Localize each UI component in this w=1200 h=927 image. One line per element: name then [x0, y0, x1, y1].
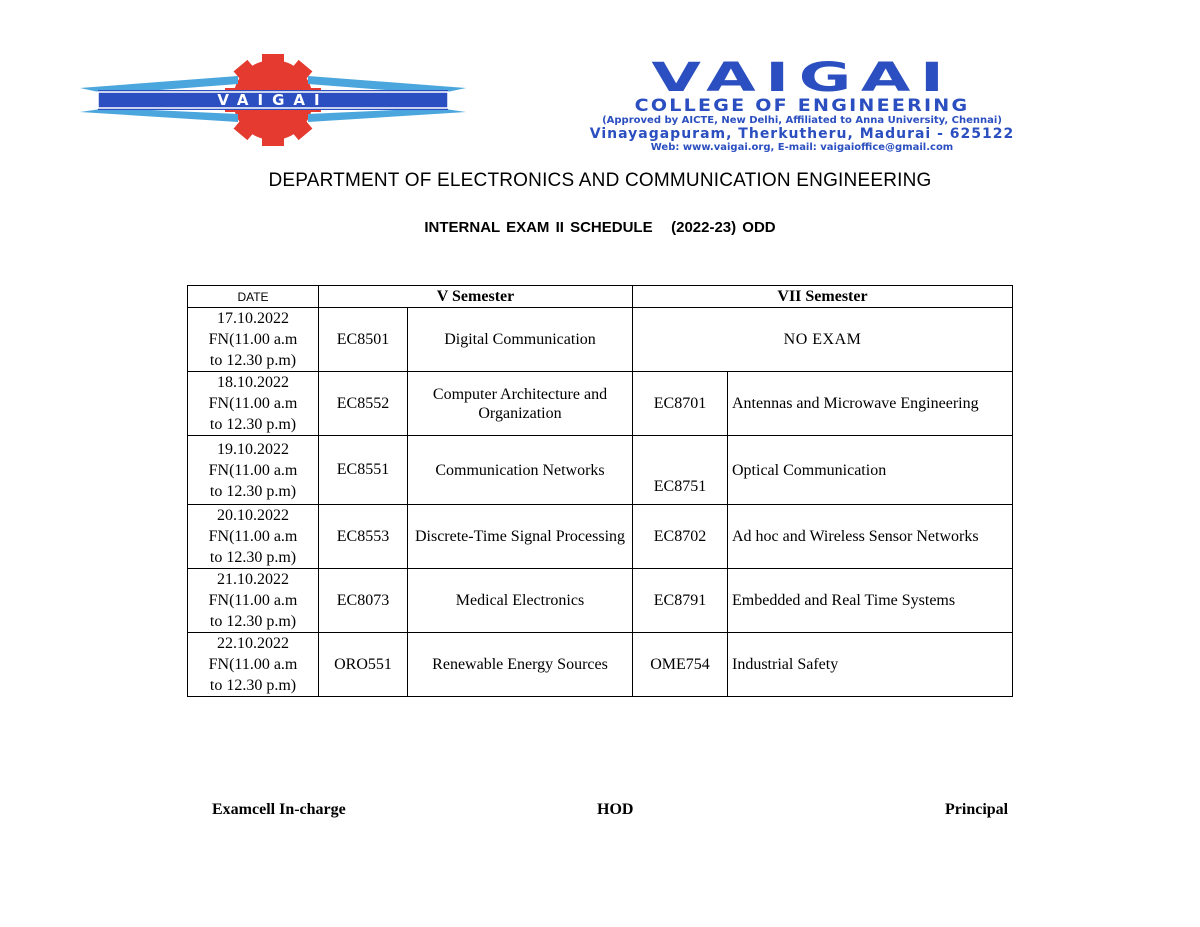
date-value: 22.10.2022: [217, 635, 289, 652]
time-value: to 12.30 p.m): [209, 549, 297, 566]
table-row: [188, 436, 1013, 505]
sem5-column-header: V Semester: [319, 286, 633, 308]
sem5-code-cell: EC8073: [319, 569, 408, 633]
sem5-subject-cell: Medical Electronics: [408, 569, 633, 633]
sem7-column-header: VII Semester: [633, 286, 1013, 308]
college-name: VAIGAI: [650, 55, 954, 101]
date-value: 18.10.2022: [217, 374, 289, 391]
session-value: FN(11.00 a.m: [208, 461, 298, 479]
college-subtitle: COLLEGE OF ENGINEERING: [634, 96, 970, 116]
date-value: 20.10.2022: [217, 507, 289, 524]
date-column-header: DATE: [188, 286, 319, 308]
sem5-code-cell: ORO551: [319, 633, 408, 697]
sem5-code-cell: EC8553: [319, 505, 408, 569]
time-value: to 12.30 p.m): [209, 482, 297, 500]
table-row: [188, 505, 1013, 569]
sem7-code-cell: EC8701: [633, 372, 728, 436]
examcell-signature-label: Examcell In-charge: [212, 801, 346, 818]
sem7-subject-cell: Optical Communication: [728, 436, 1013, 505]
time-value: to 12.30 p.m): [209, 416, 297, 433]
time-value: to 12.30 p.m): [209, 677, 297, 694]
sem7-code-cell: EC8751: [633, 436, 728, 505]
sem7-code-cell: OME754: [633, 633, 728, 697]
date-value: 17.10.2022: [217, 310, 289, 327]
sem5-code-cell: EC8551: [319, 436, 408, 505]
date-cell: [188, 569, 319, 633]
session-value: FN(11.00 a.m: [208, 331, 298, 348]
session-value: FN(11.00 a.m: [208, 656, 298, 673]
principal-signature-label: Principal: [945, 801, 1009, 818]
date-value: 19.10.2022: [217, 440, 289, 458]
table-row: [188, 372, 1013, 436]
date-cell: [188, 308, 319, 372]
college-header: [78, 52, 1098, 152]
table-row: [188, 633, 1013, 697]
table-row: [188, 569, 1013, 633]
sem7-code-cell: EC8702: [633, 505, 728, 569]
sem5-code-cell: EC8552: [319, 372, 408, 436]
sem7-subject-cell: Antennas and Microwave Engineering: [728, 372, 1013, 436]
approval-line: (Approved by AICTE, New Delhi, Affiliated to Anna University, Chennai): [602, 115, 1002, 126]
exam-schedule-table: [187, 285, 1013, 697]
college-name-block: [512, 55, 1092, 154]
time-value: to 12.30 p.m): [209, 352, 297, 369]
exam-schedule-title: INTERNAL EXAM II SCHEDULE (2022-23) ODD: [424, 219, 776, 236]
date-value: 21.10.2022: [217, 571, 289, 588]
sem7-subject-cell: Industrial Safety: [728, 633, 1013, 697]
date-cell: [188, 633, 319, 697]
date-cell: [188, 505, 319, 569]
web-email-line: Web: www.vaigai.org, E-mail: vaigaioffice@gmail.com: [650, 142, 954, 153]
time-value: to 12.30 p.m): [209, 613, 297, 630]
address-line: Vinayagapuram, Therkutheru, Madurai - 625122: [589, 126, 1015, 142]
logo-band-text: VAIGAI: [217, 91, 329, 109]
sem7-subject-cell: Embedded and Real Time Systems: [728, 569, 1013, 633]
department-title: DEPARTMENT OF ELECTRONICS AND COMMUNICATION ENGINEERING: [268, 170, 932, 191]
sem7-no-exam-cell: NO EXAM: [633, 308, 1013, 372]
hod-signature-label: HOD: [597, 801, 634, 818]
date-cell: [188, 436, 319, 505]
sem5-subject-cell: Discrete-Time Signal Processing: [408, 505, 633, 569]
sem5-code-cell: EC8501: [319, 308, 408, 372]
table-header-row: [188, 286, 1013, 308]
sem7-subject-cell: Ad hoc and Wireless Sensor Networks: [728, 505, 1013, 569]
sem5-subject-cell: Communication Networks: [408, 436, 633, 505]
sem5-subject-cell: Renewable Energy Sources: [408, 633, 633, 697]
table-row: [188, 308, 1013, 372]
sem5-subject-cell: Digital Communication: [408, 308, 633, 372]
sem5-subject-cell: Computer Architecture and Organization: [408, 372, 633, 436]
date-cell: [188, 372, 319, 436]
session-value: FN(11.00 a.m: [208, 528, 298, 545]
sem7-code-cell: EC8791: [633, 569, 728, 633]
session-value: FN(11.00 a.m: [208, 395, 298, 412]
session-value: FN(11.00 a.m: [208, 592, 298, 609]
